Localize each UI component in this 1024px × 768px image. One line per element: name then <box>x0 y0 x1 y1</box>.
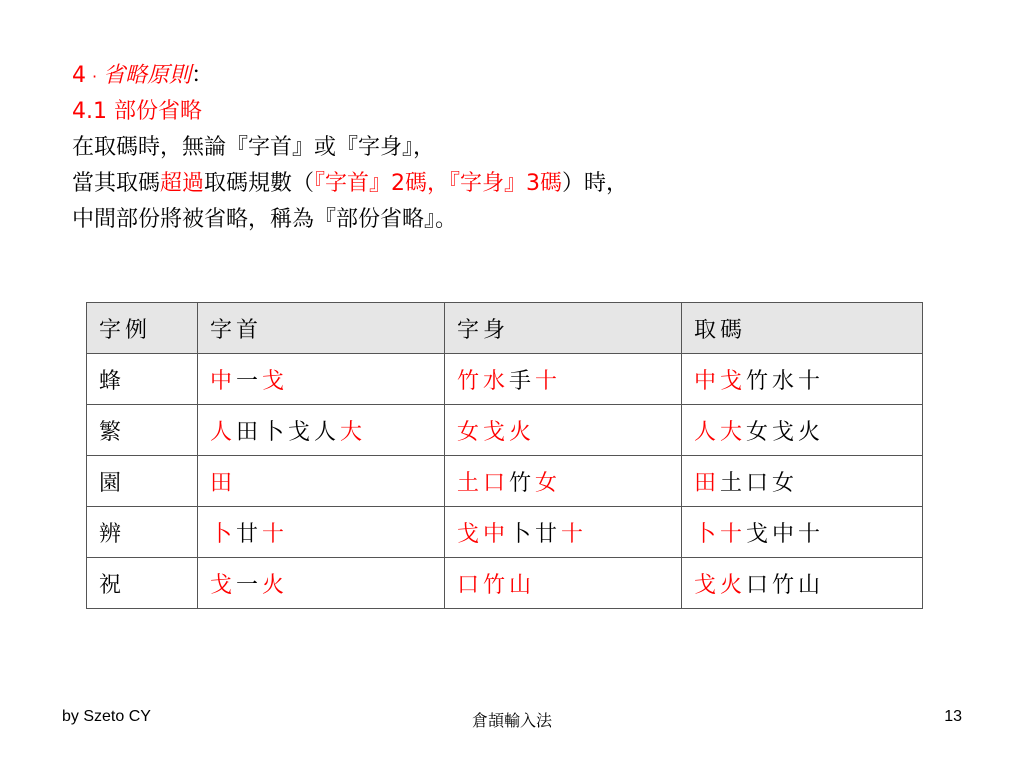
cell-head-segment: 一 <box>236 368 263 394</box>
body-line-2-e: ）時， <box>562 171 629 196</box>
cell-body <box>445 456 682 507</box>
subheading-title: 部份省略 <box>114 99 203 124</box>
heading-number: 4 <box>72 63 86 88</box>
cell-example: 辨 <box>87 507 198 558</box>
cell-code <box>682 558 923 609</box>
cell-head-segment: 一 <box>236 572 263 598</box>
cell-example: 蜂 <box>87 354 198 405</box>
body-line-2 <box>72 166 952 202</box>
cell-code-segment: 戈火 <box>694 572 747 598</box>
cell-body-segment: 女 <box>535 470 562 496</box>
footer-author: by Szeto CY <box>62 708 151 725</box>
cell-head <box>198 507 445 558</box>
cell-head <box>198 558 445 609</box>
cell-code <box>682 405 923 456</box>
table-header-row <box>87 303 923 354</box>
cell-code-segment: 田 <box>694 470 721 496</box>
table-row <box>87 354 923 405</box>
subsection-heading <box>72 94 952 130</box>
footer-page-number: 13 <box>944 708 962 725</box>
cell-head-segment: 卜 <box>210 521 237 547</box>
cell-code-segment: 戈中十 <box>746 521 825 547</box>
cell-code-segment: 卜十 <box>694 521 747 547</box>
table-row <box>87 405 923 456</box>
cangjie-table <box>86 302 923 609</box>
body-line-2-a: 當其取碼 <box>72 171 161 196</box>
body-line-2-c: 取碼規數（ <box>204 171 315 196</box>
cell-body-segment: 十 <box>561 521 588 547</box>
subheading-number: 4.1 <box>72 99 107 124</box>
cell-head-segment: 大 <box>340 419 367 445</box>
cell-example: 繁 <box>87 405 198 456</box>
cell-code <box>682 507 923 558</box>
header-head: 字首 <box>198 303 445 354</box>
cell-body-segment: 手 <box>509 368 536 394</box>
cell-code-segment: 女戈火 <box>746 419 825 445</box>
cell-head-segment: 戈 <box>262 368 289 394</box>
cell-code-segment: 竹水十 <box>746 368 825 394</box>
cell-code-segment: 土口女 <box>720 470 799 496</box>
cell-body <box>445 405 682 456</box>
cell-body-segment: 十 <box>535 368 562 394</box>
cell-code-segment: 中戈 <box>694 368 747 394</box>
cell-body-segment: 戈中 <box>457 521 510 547</box>
cell-head-segment: 人 <box>210 419 237 445</box>
cell-body <box>445 354 682 405</box>
cell-head-segment: 田卜戈人 <box>236 419 341 445</box>
body-line-3: 中間部份將被省略，稱為『部份省略』。 <box>72 207 458 232</box>
cell-head-segment: 廿 <box>236 521 263 547</box>
table-row <box>87 456 923 507</box>
cell-head-segment: 中 <box>210 368 237 394</box>
cell-example: 園 <box>87 456 198 507</box>
cell-body-segment: 女戈火 <box>457 419 536 445</box>
cell-body <box>445 558 682 609</box>
cell-code <box>682 354 923 405</box>
cell-head <box>198 456 445 507</box>
section-heading <box>72 58 952 94</box>
cell-code-segment: 人大 <box>694 419 747 445</box>
header-code: 取碼 <box>682 303 923 354</box>
cell-code-segment: 口竹山 <box>746 572 825 598</box>
cell-body <box>445 507 682 558</box>
cell-body-segment: 竹水 <box>457 368 510 394</box>
cell-body-segment: 竹 <box>509 470 536 496</box>
cell-body-segment: 口竹山 <box>457 572 536 598</box>
heading-dot: · <box>92 67 98 86</box>
header-example: 字例 <box>87 303 198 354</box>
footer-title: 倉頡輸入法 <box>471 713 552 730</box>
heading-colon: ： <box>191 63 214 88</box>
slide-text <box>72 58 952 238</box>
cell-body-segment: 卜廿 <box>509 521 562 547</box>
cell-body-segment: 土口 <box>457 470 510 496</box>
body-line-2-d: 『字首』2碼，『字身』3碼 <box>314 171 563 196</box>
cell-head-segment: 戈 <box>210 572 237 598</box>
body-line-2-b: 超過 <box>160 171 205 196</box>
header-body: 字身 <box>445 303 682 354</box>
cell-head-segment: 火 <box>262 572 289 598</box>
heading-title: 省略原則 <box>103 63 192 88</box>
cell-code <box>682 456 923 507</box>
cell-head-segment: 十 <box>262 521 289 547</box>
cell-example: 祝 <box>87 558 198 609</box>
cell-head-segment: 田 <box>210 470 237 496</box>
body-line-1: 在取碼時，無論『字首』或『字身』， <box>72 135 436 160</box>
cell-head <box>198 405 445 456</box>
table-row <box>87 558 923 609</box>
table-row <box>87 507 923 558</box>
cell-head <box>198 354 445 405</box>
